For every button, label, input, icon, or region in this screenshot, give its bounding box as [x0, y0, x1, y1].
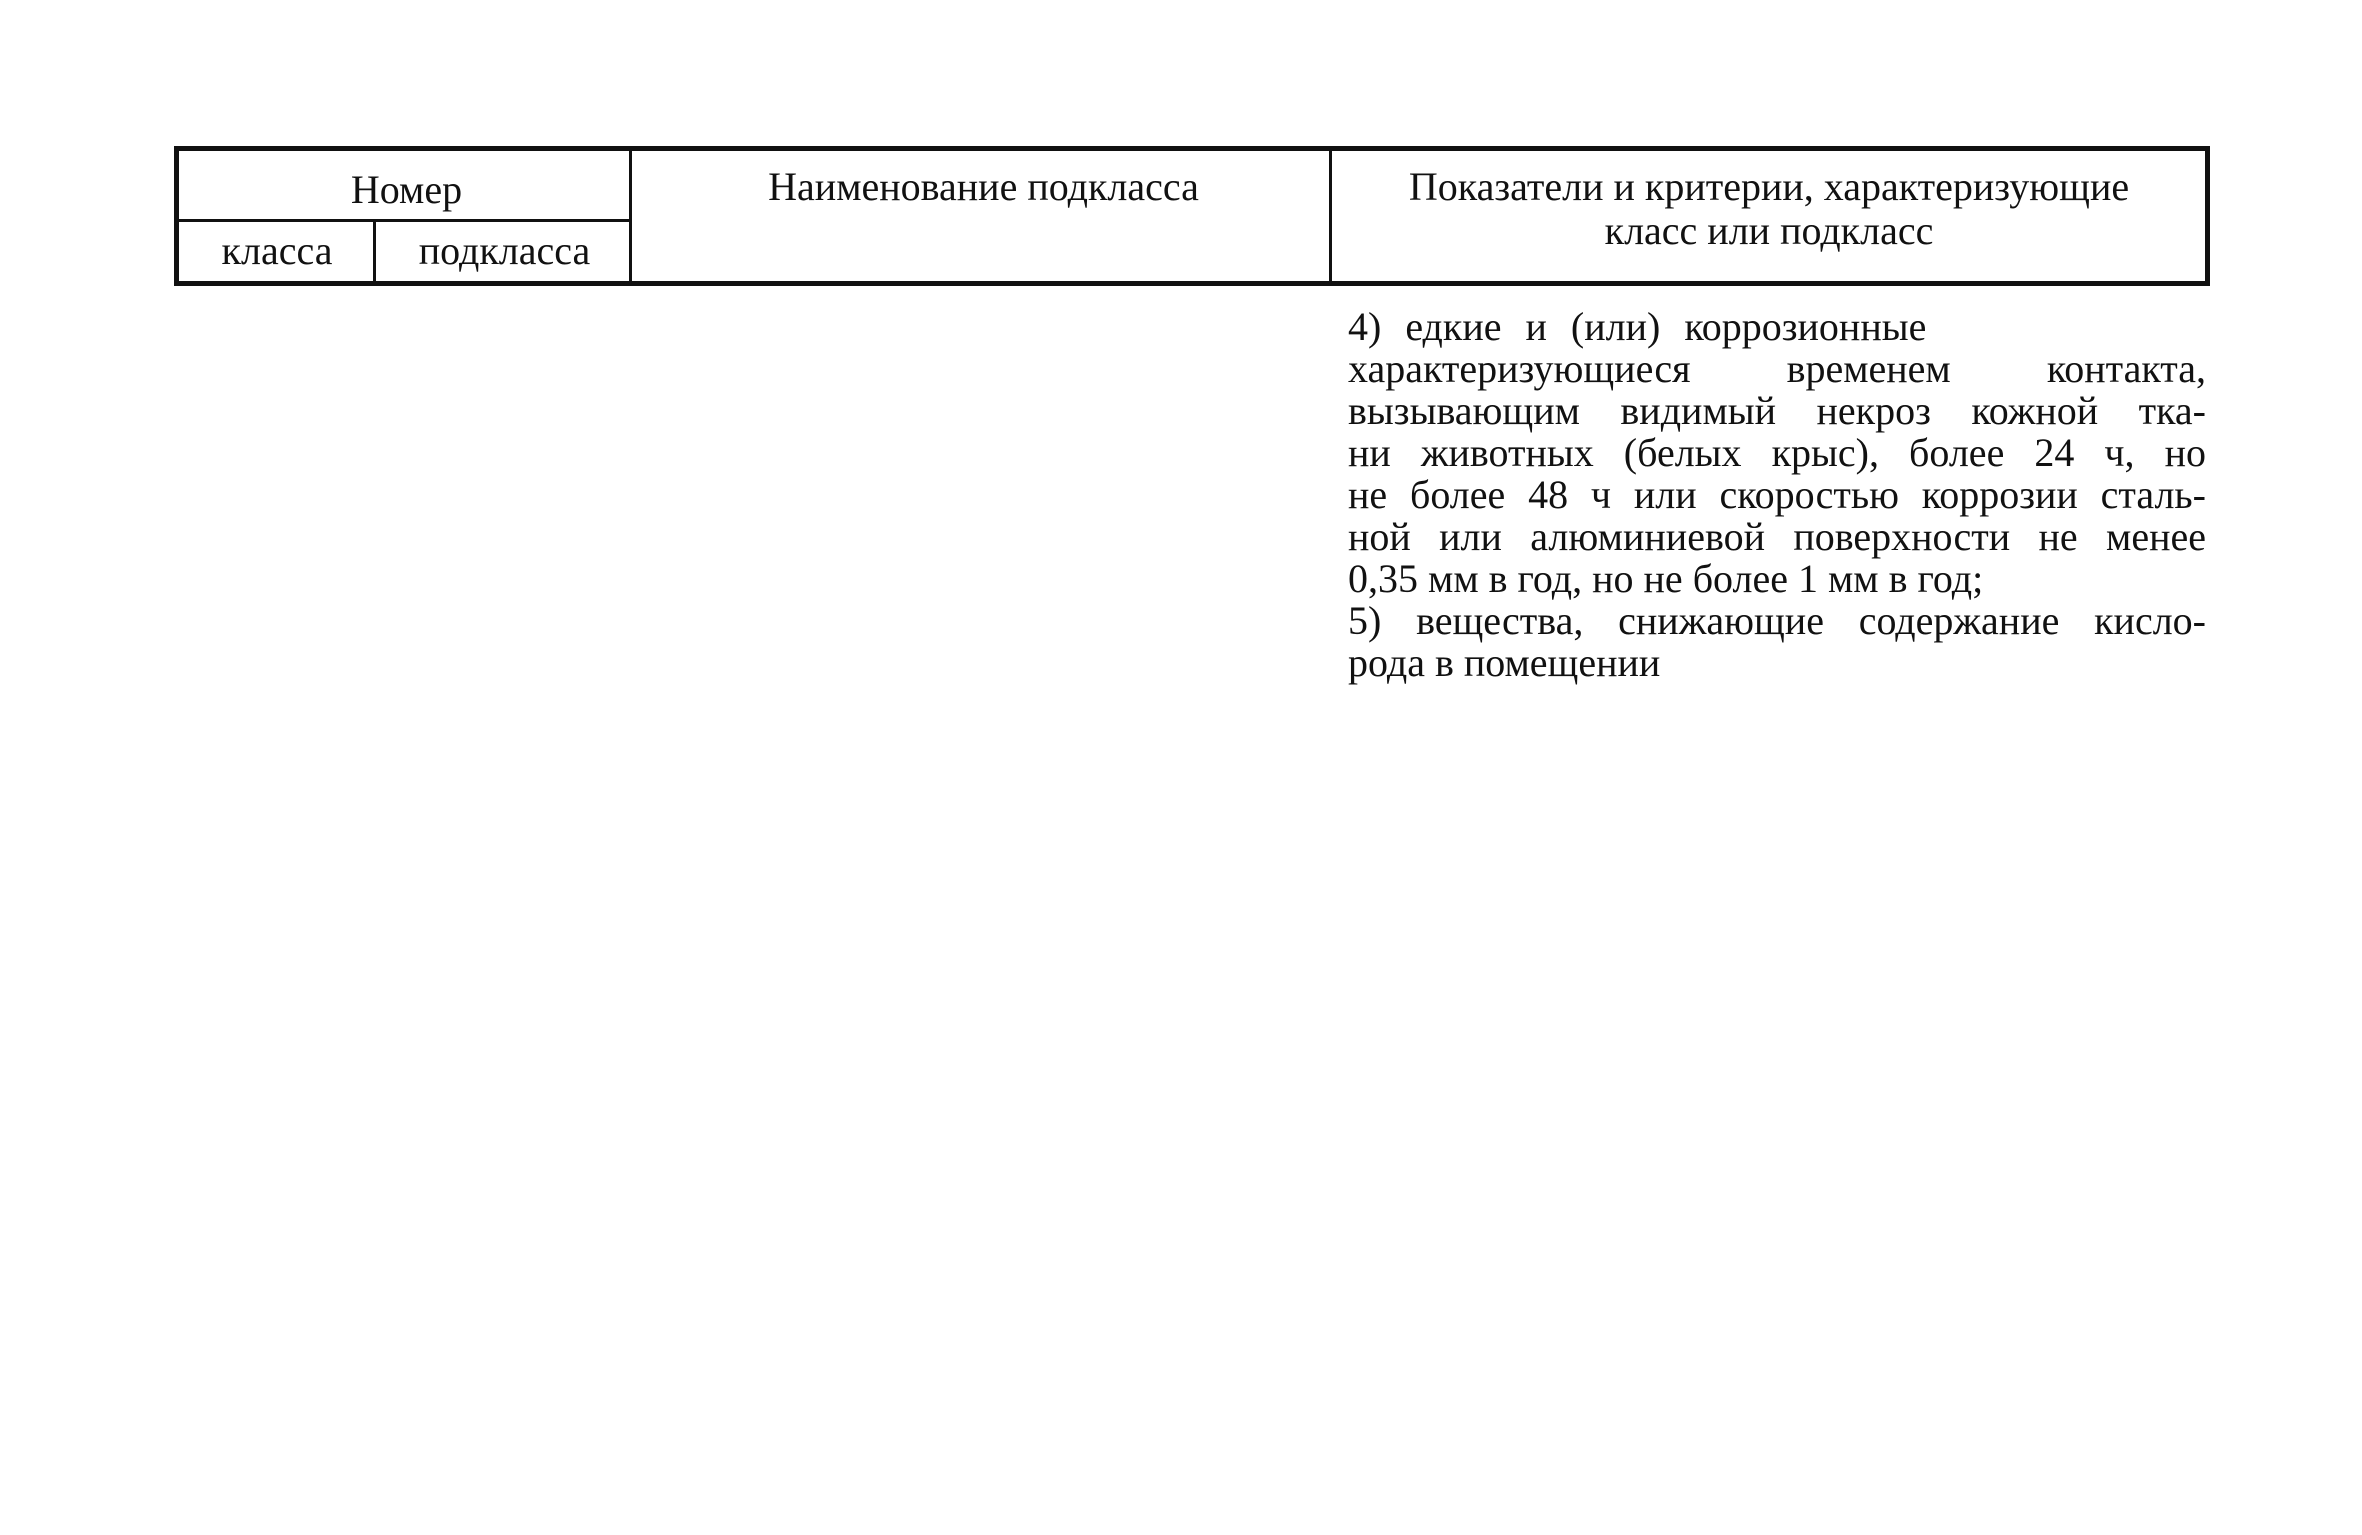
criteria-item-4-line: 4) едкие и (или) коррозионные [1348, 304, 1927, 349]
header-class-number [179, 221, 375, 281]
header-number-label: Номер [350, 167, 463, 212]
criteria-item-4-line: не более 48 ч или скоростью коррозии сталь- [1348, 472, 2206, 517]
header-subclass-number [375, 221, 634, 281]
header-class-label: класса [221, 228, 333, 273]
header-subclass-name [634, 151, 1333, 281]
header-subclass-label: подкласса [418, 228, 591, 273]
header-subclass-name-label: Наименование подкласса [768, 164, 1199, 209]
criteria-item-4-line: ной или алюминиевой поверхности не менее [1348, 514, 2206, 559]
criteria-item-5 [1348, 600, 2206, 684]
criteria-item-4-line: вызывающим видимый некроз кожной тка- [1348, 388, 2206, 433]
criteria-item-4-line: ни животных (белых крыс), более 24 ч, но [1348, 430, 2206, 475]
criteria-item-4-line: 0,35 мм в год, но не более 1 мм в год; [1348, 556, 1984, 601]
header-number [179, 151, 634, 221]
criteria-item-4-line: характеризующиеся временем контакта, [1348, 346, 2206, 391]
criteria-item-4 [1348, 306, 2206, 600]
table-header [174, 146, 2210, 286]
header-criteria [1333, 151, 2205, 281]
criteria-item-5-line: рода в помещении [1348, 640, 1661, 685]
criteria-item-5-line: 5) вещества, снижающие содержание кисло- [1348, 598, 2206, 643]
header-criteria-line2: класс или подкласс [1604, 208, 1934, 253]
criteria-text [1348, 306, 2206, 684]
header-criteria-line1: Показатели и критерии, характеризующие [1408, 164, 2130, 209]
